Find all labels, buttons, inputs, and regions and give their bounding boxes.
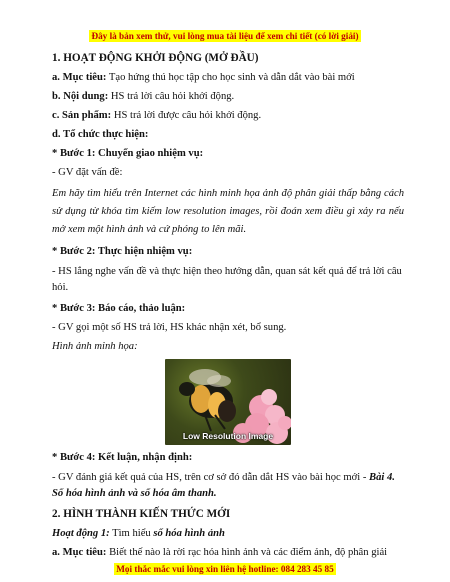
noi-dung (52, 90, 404, 103)
hoat-dong1-text: Tìm hiểu (109, 528, 154, 539)
hoat-dong1-label: Hoạt động 1: (52, 528, 110, 539)
illustration-wrapper (52, 359, 404, 445)
buoc4-label: * Bước 4: Kết luận, nhận định: (52, 452, 193, 463)
buoc3 (52, 302, 404, 315)
section1-title: 1. HOẠT ĐỘNG KHỞI ĐỘNG (MỞ ĐẦU) (52, 52, 259, 64)
muc-tieu-text: Tạo hứng thú học tập cho học sinh và dẫn dắt vào bài mới (106, 72, 355, 83)
hoat-dong1-emph: số hóa hình ảnh (153, 528, 225, 539)
noi-dung-label: b. Nội dung: (52, 91, 109, 102)
muc-tieu2-text: Biết thế nào là rời rạc hóa hình ảnh và các điểm ảnh, độ phân giải (106, 547, 388, 558)
italic-question (52, 185, 404, 239)
image-caption: Low Resolution Image (182, 431, 274, 441)
hoat-dong1 (52, 527, 404, 540)
san-pham (52, 109, 404, 122)
buoc4-text-plain: - GV đánh giá kết quả của HS, trên cơ sở đó dẫn dắt HS vào bài học mới - (52, 472, 369, 483)
buoc1 (52, 147, 404, 160)
italic-question-text: Em hãy tìm hiểu trên Internet các hình minh họa ảnh độ phân giải thấp bằng cách sử dụng từ khóa tìm kiếm low resolution images, rồi đoán xem điều gì xảy ra nếu mở xem một hình ảnh và cứ phóng to lên mãi. (52, 188, 404, 235)
san-pham-text: HS trả lời được câu hỏi khởi động. (111, 110, 262, 121)
san-pham-label: c. Sản phẩm: (52, 110, 112, 121)
bee-flower-photo (165, 359, 291, 445)
buoc4 (52, 451, 404, 464)
preview-banner-text: Đây là bản xem thử, vui lòng mua tài liệu để xem chi tiết (có lời giải) (91, 31, 359, 41)
buoc2-text: - HS lắng nghe vấn đề và thực hiện theo hướng dẫn, quan sát kết quả để trả lời câu hỏi. (52, 266, 402, 293)
muc-tieu-label: a. Mục tiêu: (52, 72, 107, 83)
hotline-banner (0, 559, 450, 577)
buoc3-text: - GV gọi một số HS trả lời, HS khác nhận xét, bổ sung. (52, 322, 287, 333)
buoc3-label: * Bước 3: Báo cáo, thảo luận: (52, 303, 186, 314)
muc-tieu2 (52, 546, 404, 559)
gv-dat-van-de: - GV đặt vấn đề: (52, 167, 123, 178)
preview-banner (0, 26, 450, 44)
to-chuc-label: d. Tổ chức thực hiện: (52, 129, 149, 140)
buoc4-lesson-title: Bài 4. Số hóa hình ảnh và số hóa âm thanh. (52, 472, 395, 499)
noi-dung-text: HS trả lời câu hỏi khởi động. (108, 91, 235, 102)
buoc2-label: * Bước 2: Thực hiện nhiệm vụ: (52, 246, 193, 257)
hinh-anh-label: Hình ảnh minh họa: (52, 341, 138, 352)
to-chuc (52, 128, 404, 141)
muc-tieu (52, 71, 404, 84)
buoc2 (52, 245, 404, 258)
muc-tieu2-label: a. Mục tiêu: (52, 547, 107, 558)
section2-title: 2. HÌNH THÀNH KIẾN THỨC MỚI (52, 508, 231, 520)
buoc1-label: * Bước 1: Chuyển giao nhiệm vụ: (52, 148, 204, 159)
hotline-banner-text: Mọi thắc mắc vui lòng xin liên hệ hotline: 084 283 45 85 (116, 564, 334, 574)
hinh-anh (52, 340, 404, 353)
buoc4-text (52, 470, 404, 502)
document-body (52, 52, 404, 565)
